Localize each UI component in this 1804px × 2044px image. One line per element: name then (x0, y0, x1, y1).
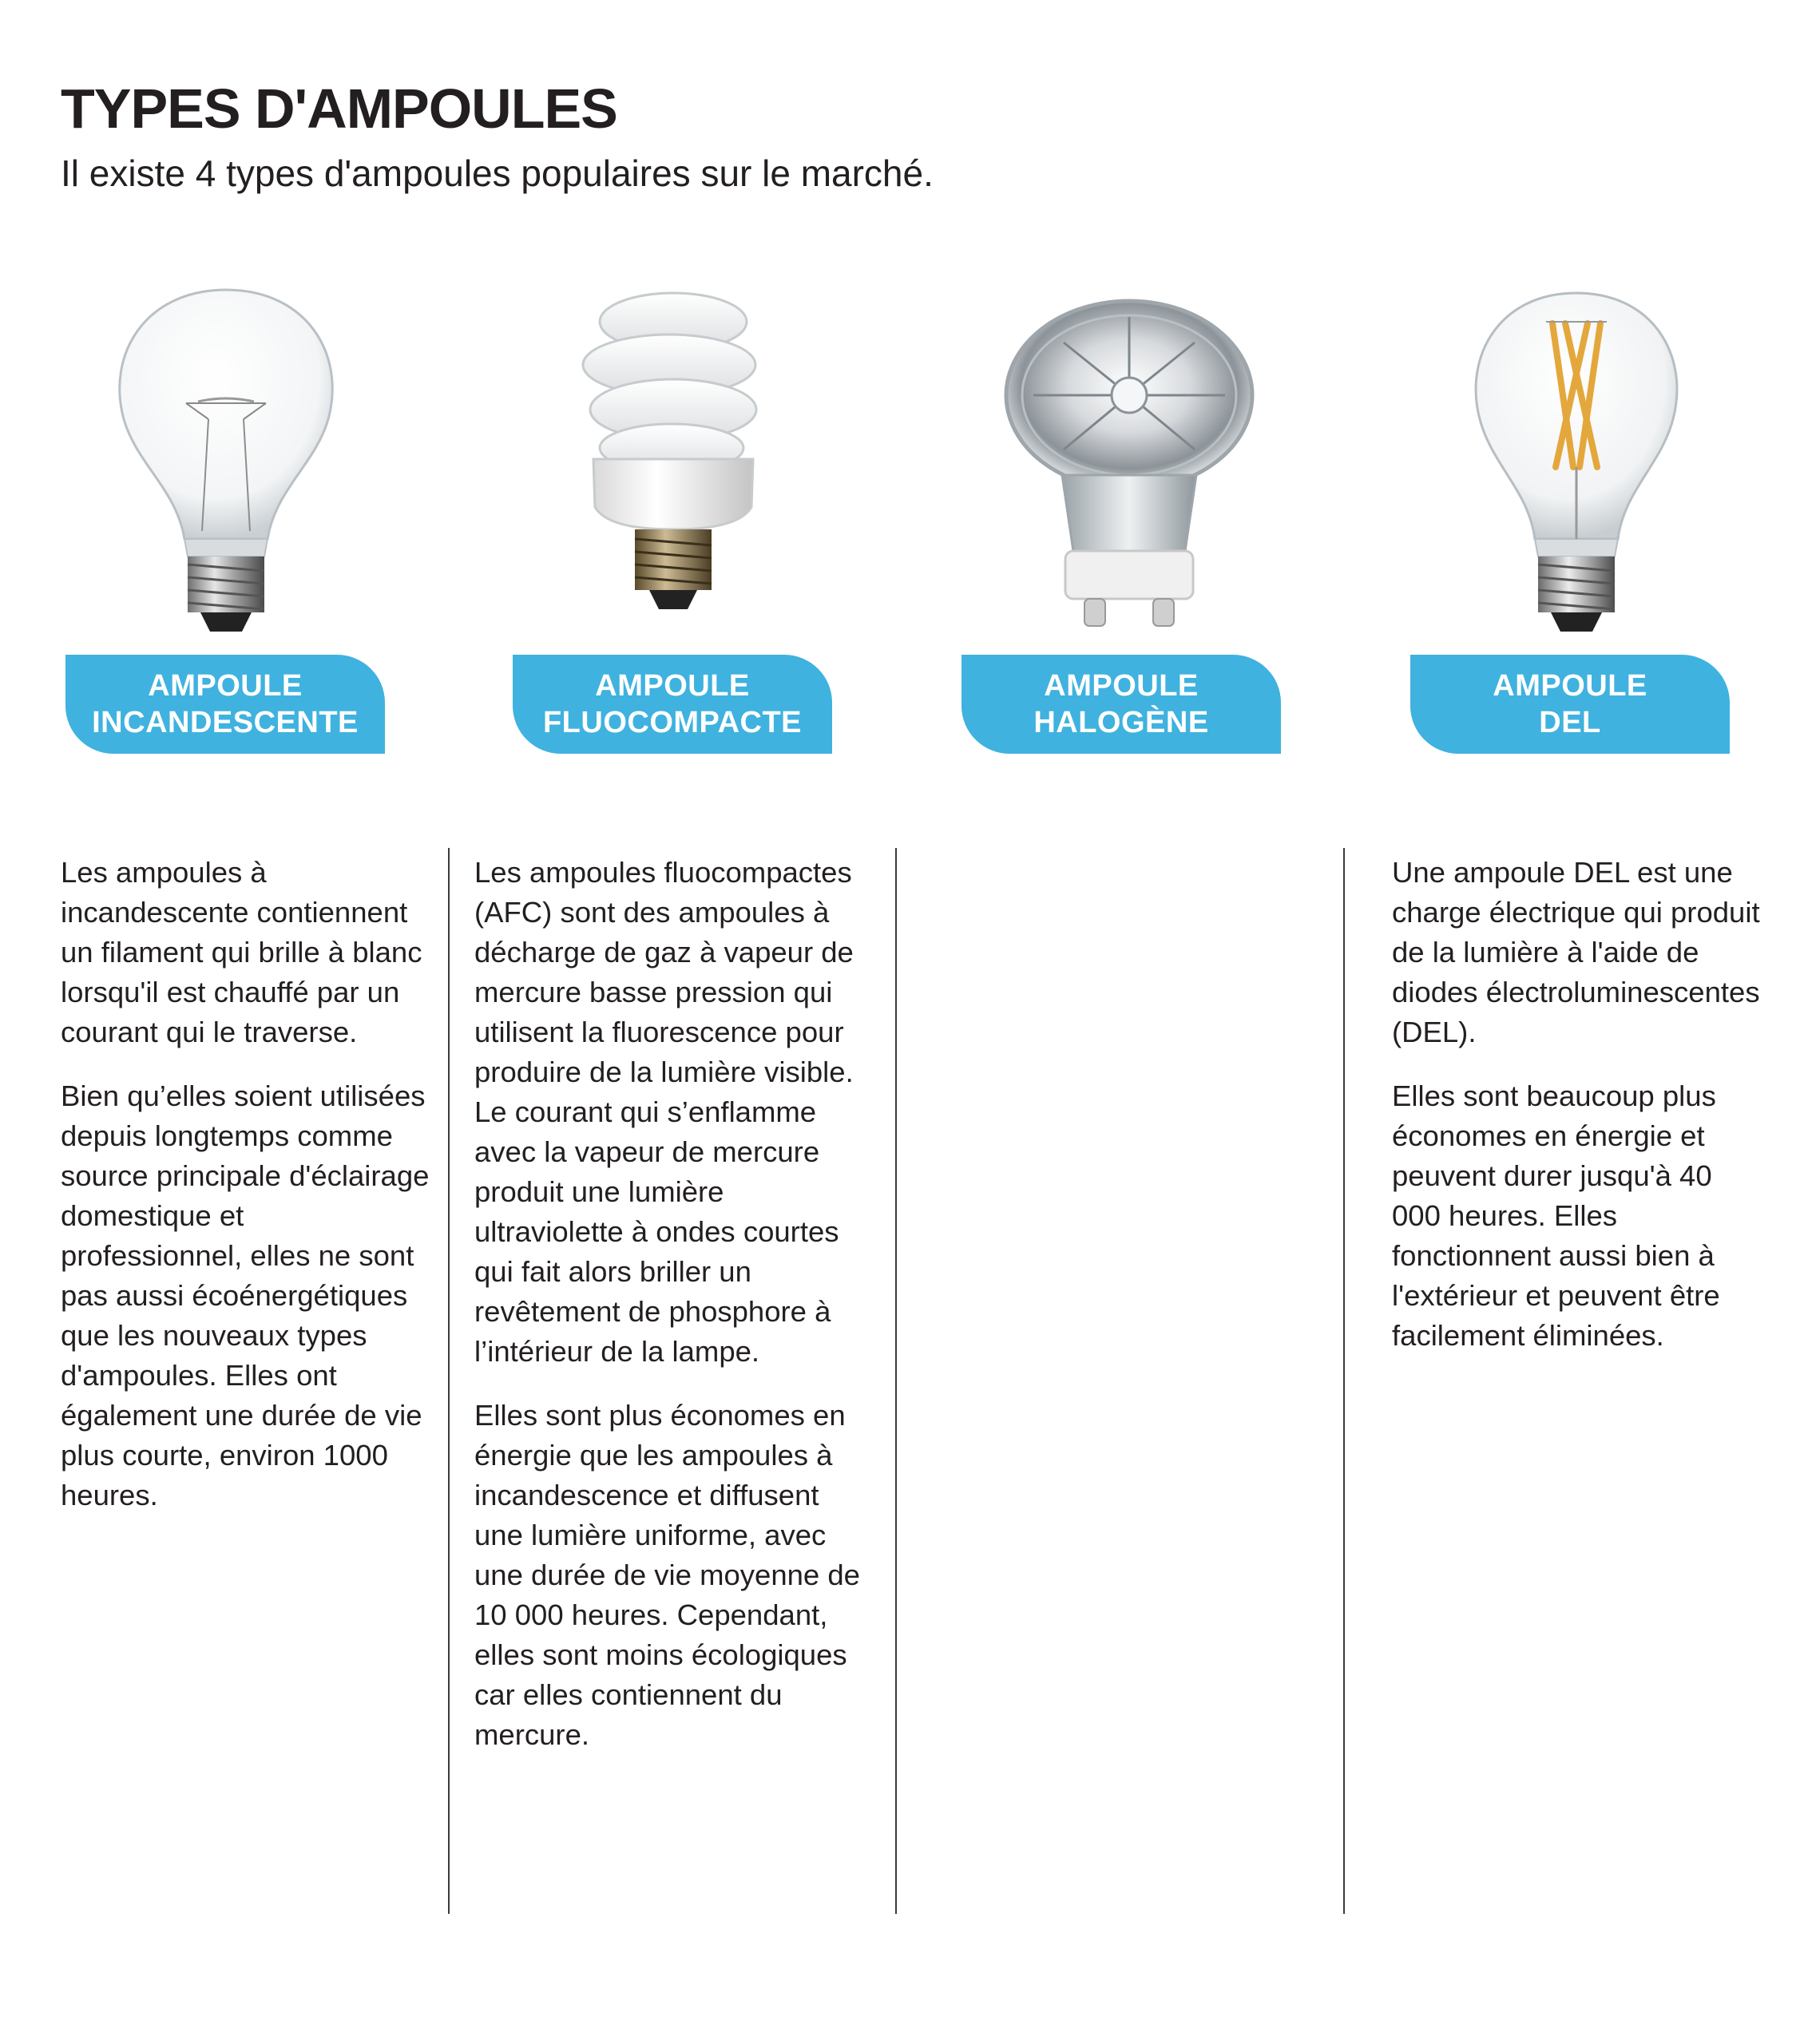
paragraph: Les ampoules à incandescente contiennent un filament qui brille à blanc lorsqu'il est chauffé par un courant qui le traverse. (61, 856, 422, 1048)
incandescent-bulb-icon (82, 275, 370, 643)
page-subtitle: Il existe 4 types d'ampoules populaires sur le marché. (61, 153, 934, 194)
description-incandescent (61, 853, 432, 1539)
description-led (1392, 853, 1767, 1380)
halogen-bulb-icon (985, 275, 1273, 643)
label-line2: INCANDESCENTE (92, 706, 359, 739)
description-fluocompact (474, 853, 874, 1779)
label-led (1410, 655, 1730, 754)
paragraph: Les ampoules fluocompactes (AFC) sont des ampoules à décharge de gaz à vapeur de mercure basse pression qui utilisent la fluorescence pour produire de la lumière visible. Le courant qui s’enflamme avec la vapeur de mercure produit une lumière ultraviolette à ondes courtes qui fait alors briller un revêtement de phosphore à l’intérieur de la lampe. (474, 856, 854, 1368)
column-divider (895, 848, 897, 1914)
label-fluocompact (513, 655, 832, 754)
paragraph: Elles sont plus économes en énergie que les ampoules à incandescence et diffusent une lumière uniforme, avec une durée de vie moyenne de 10 000 heures. Cependant, elles sont moins écologiques car elles contiennent du mercure. (474, 1399, 860, 1751)
paragraph: Bien qu’elles soient utilisées depuis longtemps comme source principale d'éclairage domestique et professionnel, elles ne sont pas aussi écoénergétiques que les nouveaux types d'ampoules. Elles ont également une durée de vie plus courte, environ 1000 heures. (61, 1079, 430, 1511)
compact-fluorescent-bulb-icon (529, 275, 817, 643)
label-line1: AMPOULE (595, 669, 750, 703)
column-divider (448, 848, 450, 1914)
label-line1: AMPOULE (1044, 669, 1199, 703)
column-divider (1343, 848, 1345, 1914)
page-title: TYPES D'AMPOULES (61, 77, 617, 140)
led-bulb-icon (1433, 275, 1720, 643)
paragraph: Une ampoule DEL est une charge électrique qui produit de la lumière à l'aide de diodes électroluminescentes (DEL). (1392, 856, 1760, 1048)
label-line1: AMPOULE (148, 669, 303, 703)
label-line2: FLUOCOMPACTE (542, 706, 803, 739)
label-line1: AMPOULE (1493, 669, 1647, 703)
label-incandescent (65, 655, 385, 754)
label-halogen (961, 655, 1281, 754)
label-line2: DEL (1539, 706, 1601, 739)
label-line2: HALOGÈNE (1033, 706, 1209, 739)
paragraph: Elles sont beaucoup plus économes en énergie et peuvent durer jusqu'à 40 000 heures. Elles fonctionnent aussi bien à l'extérieur et peuvent être facilement éliminées. (1392, 1079, 1720, 1352)
